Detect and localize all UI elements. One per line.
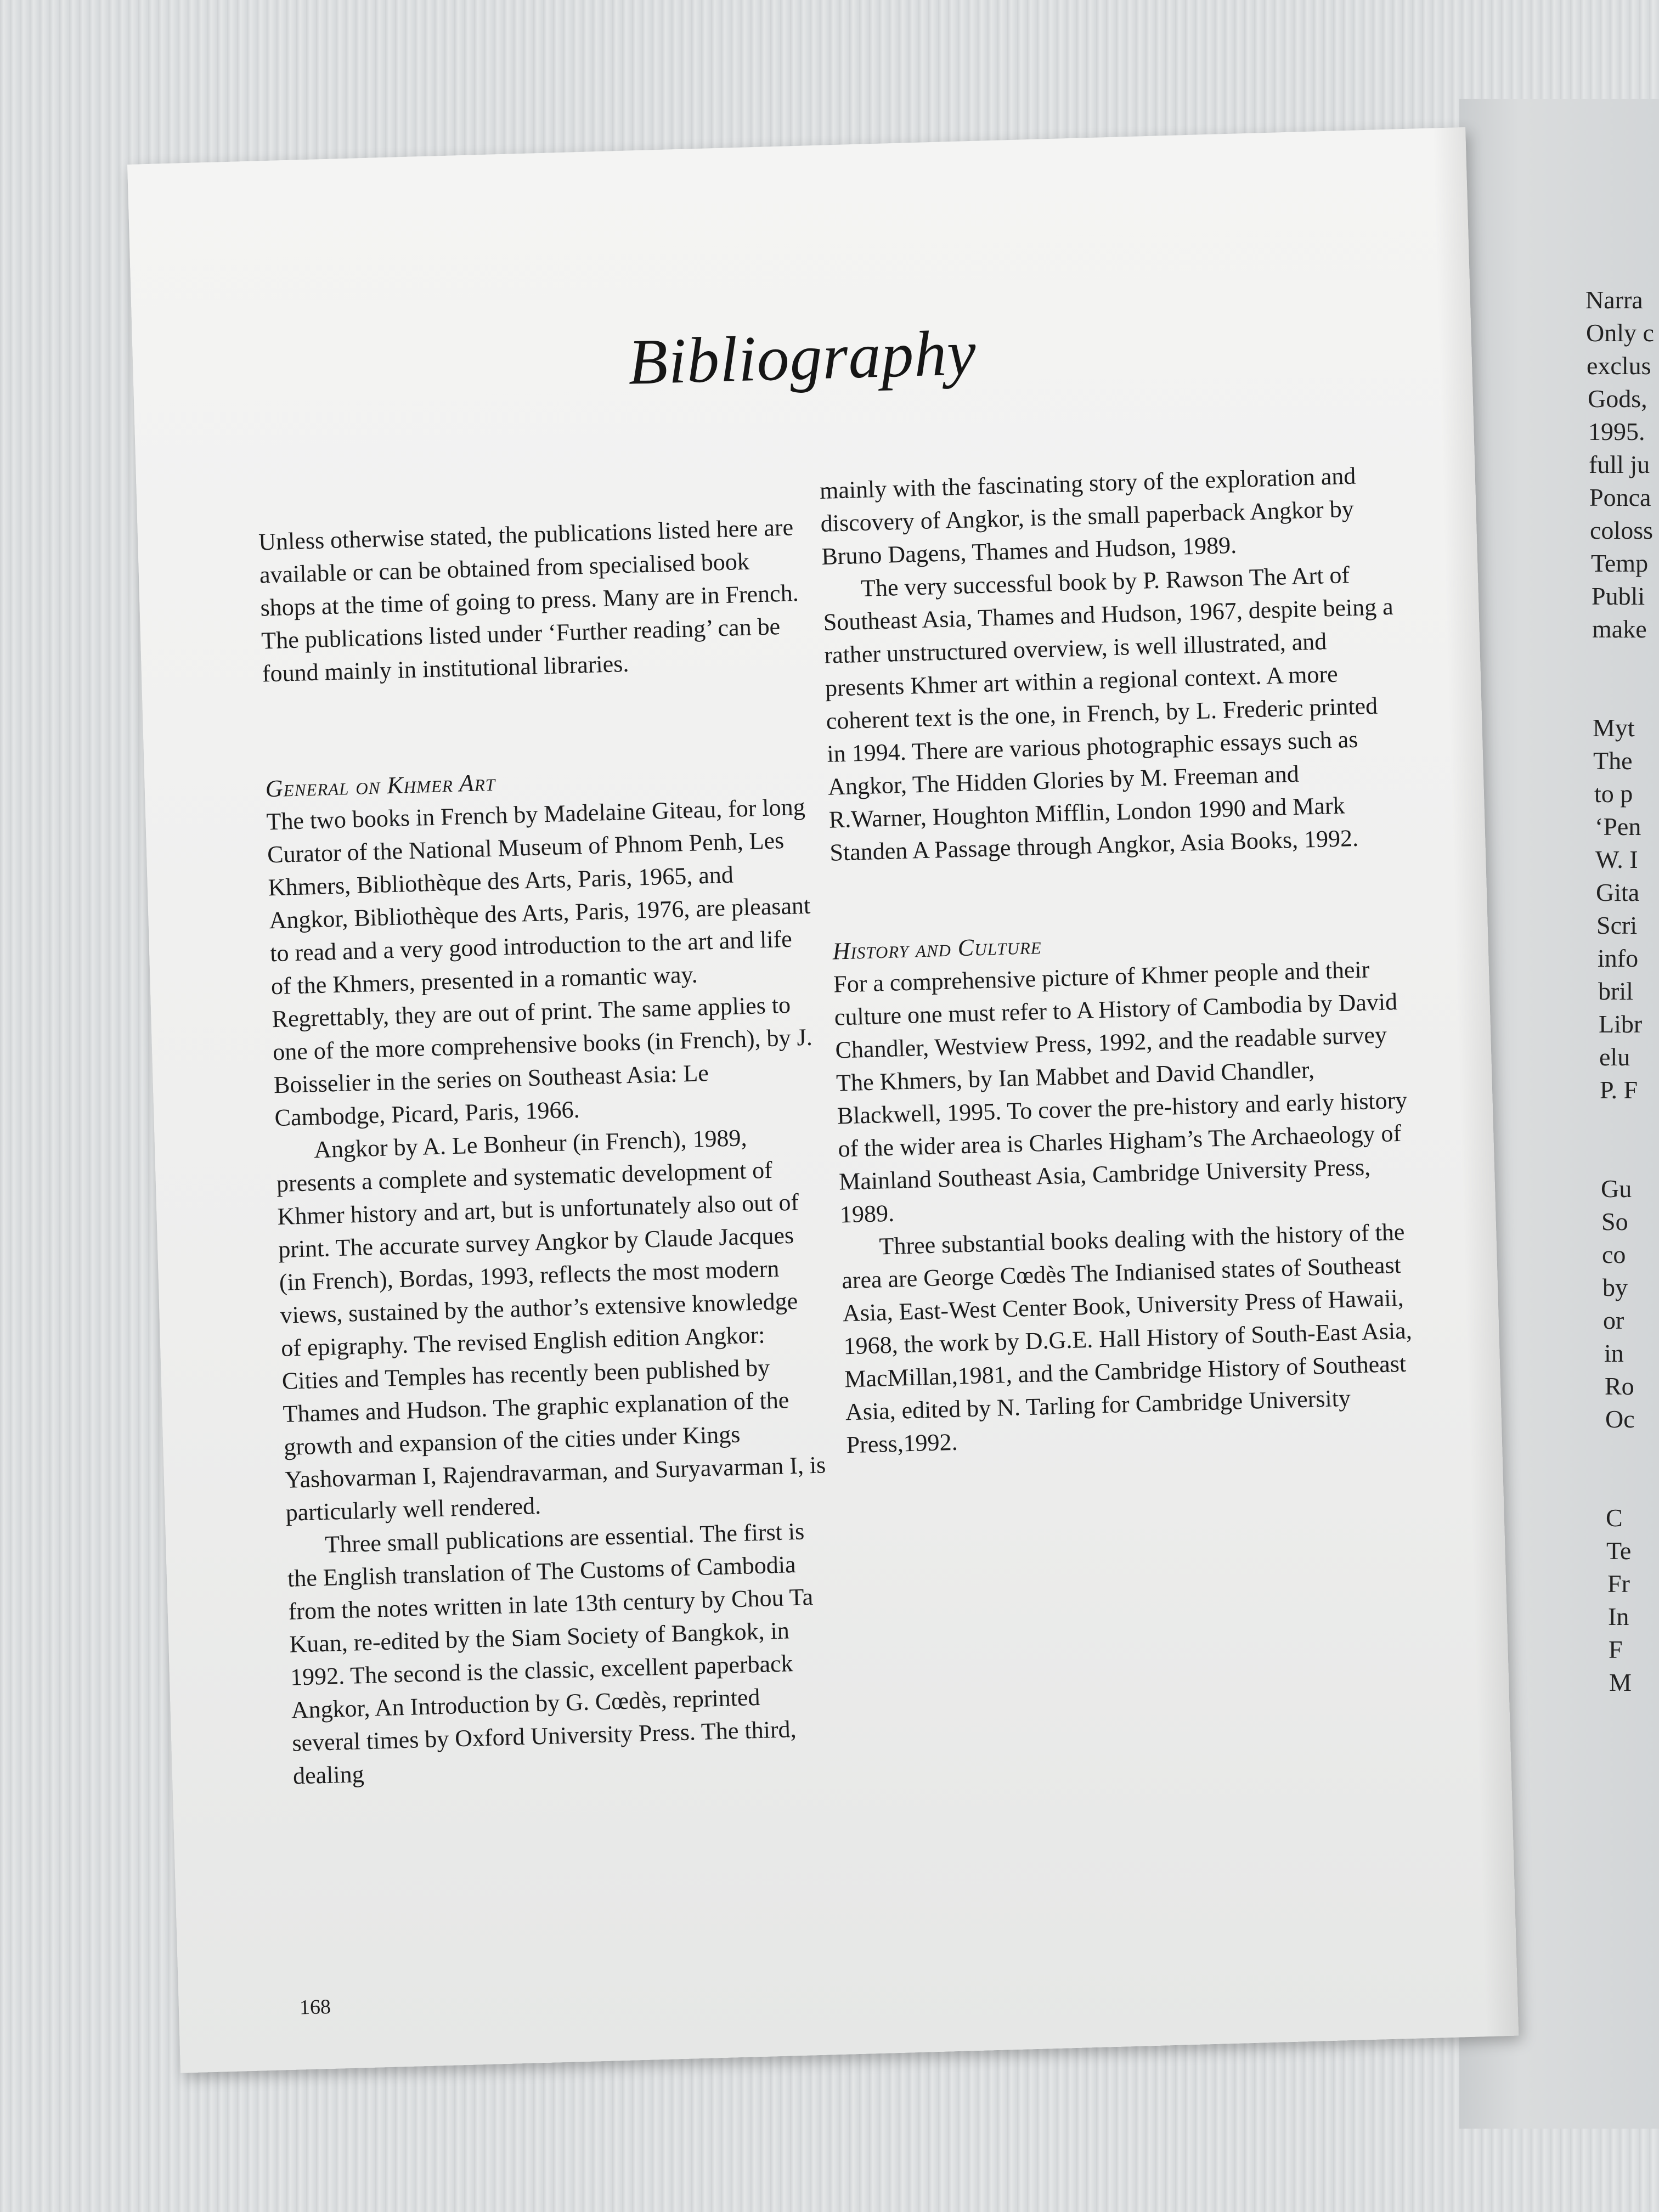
facing-page-fragment: M bbox=[1609, 1668, 1632, 1696]
book-page bbox=[127, 127, 1519, 2073]
facing-page-fragment: Gita bbox=[1596, 878, 1640, 906]
section-heading-history: History and Culture bbox=[832, 932, 1042, 965]
facing-page-fragment: Fr bbox=[1607, 1570, 1630, 1598]
intro-paragraph: Unless otherwise stated, the publications listed here are available or can be obtained from specialised book shops at the time of going to press. Many are in French. The publications listed under ‘Further reading’ can be found mainly in institutional libraries. bbox=[258, 514, 799, 687]
facing-page-fragment: C bbox=[1606, 1504, 1623, 1532]
paragraph-rawson: The very successful book by P. Rawson The Art of Southeast Asia, Thames and Hudson, 1967, despite being a rather unstructured overview, is well illustrated, and presents Khmer art within a regional context. A more coherent text is the one, in French, by L. Frederic printed in 1994. There are various photographic essays such as Angkor, The Hidden Glories by M. Freeman and R.Warner, Houghton Mifflin, London 1990 and Mark Standen A Passage through Angkor, Asia Books, 1992. bbox=[823, 561, 1394, 866]
paragraph-le-bonheur: Angkor by A. Le Bonheur (in French), 1989, presents a complete and systematic development of Khmer history and art, but is unfortunately also out of print. The accurate survey Angkor by Claude Jacques (in French), Bordas, 1993, reflects the most modern views, sustained by the author’s extensive knowledge of epigraphy. The revised English edition Angkor: Cities and Temples has recently been published by Thames and Hudson. The graphic explanation of the growth and expansion of the cities under Kings Yashovarman I, Rajendravarman, and Suryavarman I, is particularly well rendered. bbox=[276, 1124, 826, 1526]
section-heading-general: General on Khmer Art bbox=[265, 769, 496, 803]
facing-page-fragment: co bbox=[1602, 1240, 1626, 1268]
facing-page-fragment: P. F bbox=[1600, 1076, 1638, 1104]
facing-page-fragment: info bbox=[1598, 944, 1639, 972]
facing-page-fragment: exclus bbox=[1587, 352, 1651, 380]
facing-page-fragment: Libr bbox=[1599, 1010, 1643, 1038]
facing-page-fragment: elu bbox=[1599, 1043, 1630, 1071]
facing-page-fragment: by bbox=[1602, 1273, 1628, 1301]
page-title: Bibliography bbox=[627, 316, 978, 398]
paragraph-dagens: mainly with the fascinating story of the exploration and discovery of Angkor, is the small paperback Angkor by Bruno Dagens, Thames and Hudson, 1989. bbox=[819, 462, 1356, 570]
facing-page-fragment: in bbox=[1604, 1339, 1624, 1367]
facing-page-fragment: Only c bbox=[1586, 319, 1654, 347]
facing-page-fragment: full ju bbox=[1589, 450, 1650, 478]
facing-page-fragment: Oc bbox=[1605, 1405, 1635, 1433]
facing-page-fragment: Te bbox=[1606, 1537, 1632, 1565]
facing-page-fragment: Temp bbox=[1591, 549, 1649, 577]
page-number: 168 bbox=[299, 1995, 331, 2019]
facing-page-fragment: ‘Pen bbox=[1595, 812, 1641, 840]
facing-page-fragment: Scri bbox=[1596, 911, 1638, 939]
right-column bbox=[819, 459, 1417, 1462]
facing-page-fragment: In bbox=[1608, 1602, 1629, 1630]
facing-page-fragment: Ponca bbox=[1589, 483, 1651, 511]
left-column bbox=[258, 511, 836, 1793]
facing-page-fragment: coloss bbox=[1590, 516, 1653, 544]
facing-page-fragment: bril bbox=[1598, 977, 1633, 1005]
facing-page-fragment: Narra bbox=[1585, 286, 1643, 314]
facing-page-fragment: Gu bbox=[1601, 1175, 1632, 1203]
facing-page-fragment: Myt bbox=[1593, 714, 1635, 742]
facing-page-fragment: 1995. bbox=[1588, 417, 1645, 445]
facing-page-fragment: to p bbox=[1594, 780, 1633, 808]
facing-page-fragment: F bbox=[1609, 1635, 1623, 1663]
paragraph-coedes: Three substantial books dealing with the history of the area are George Cœdès The Indianised states of Southeast Asia, East-West Center Book, University Press of Hawaii, 1968, the work by D.G.E. Hall History of South-East Asia, MacMillan,1981, and the Cambridge History of Southeast Asia, edited by N. Tarling for Cambridge University Press,1992. bbox=[841, 1218, 1413, 1459]
facing-page-fragment: Publi bbox=[1592, 582, 1645, 610]
facing-page-fragment: make bbox=[1592, 615, 1647, 643]
facing-page-fragment: So bbox=[1601, 1207, 1628, 1235]
facing-page-fragment: or bbox=[1603, 1306, 1624, 1334]
paragraph-giteau: The two books in French by Madelaine Giteau, for long Curator of the National Museum of Phnom Penh, Les Khmers, Bibliothèque des Arts, Paris, 1965, and Angkor, Bibliothèque des Arts, Paris, 1976, are pleasant to read and a very good introduction to the art and life of the Khmers, presented in a romantic way. Regrettably, they are out of print. The same applies to one of the more comprehensive books (in French), by J. Boisselier in the series on Southeast Asia: Le Cambodge, Picard, Paris, 1966. bbox=[266, 793, 813, 1132]
facing-page-fragment: Ro bbox=[1605, 1372, 1634, 1400]
paragraph-chandler: For a comprehensive picture of Khmer people and their culture one must refer to A History of Cambodia by David Chandler, Westview Press, 1992, and the readable survey The Khmers, by Ian Mabbet and David Chandler, Blackwell, 1995. To cover the pre-history and early history of the wider area is Charles Higham’s The Archaeology of Mainland Southeast Asia, Cambridge University Press, 1989. bbox=[833, 956, 1408, 1228]
facing-page-fragment: Gods, bbox=[1588, 385, 1647, 413]
facing-page-fragment: The bbox=[1593, 747, 1633, 775]
paragraph-small-publications: Three small publications are essential. The first is the English translation of The Customs of Cambodia from the notes written in late 13th century by Chou Ta Kuan, re-edited by the Siam Society of Bangkok, in 1992. The second is the classic, excellent paperback Angkor, An Introduction by G. Cœdès, reprinted several times by Oxford University Press. The third, dealing bbox=[287, 1517, 814, 1790]
facing-page-fragment: W. I bbox=[1595, 845, 1638, 873]
